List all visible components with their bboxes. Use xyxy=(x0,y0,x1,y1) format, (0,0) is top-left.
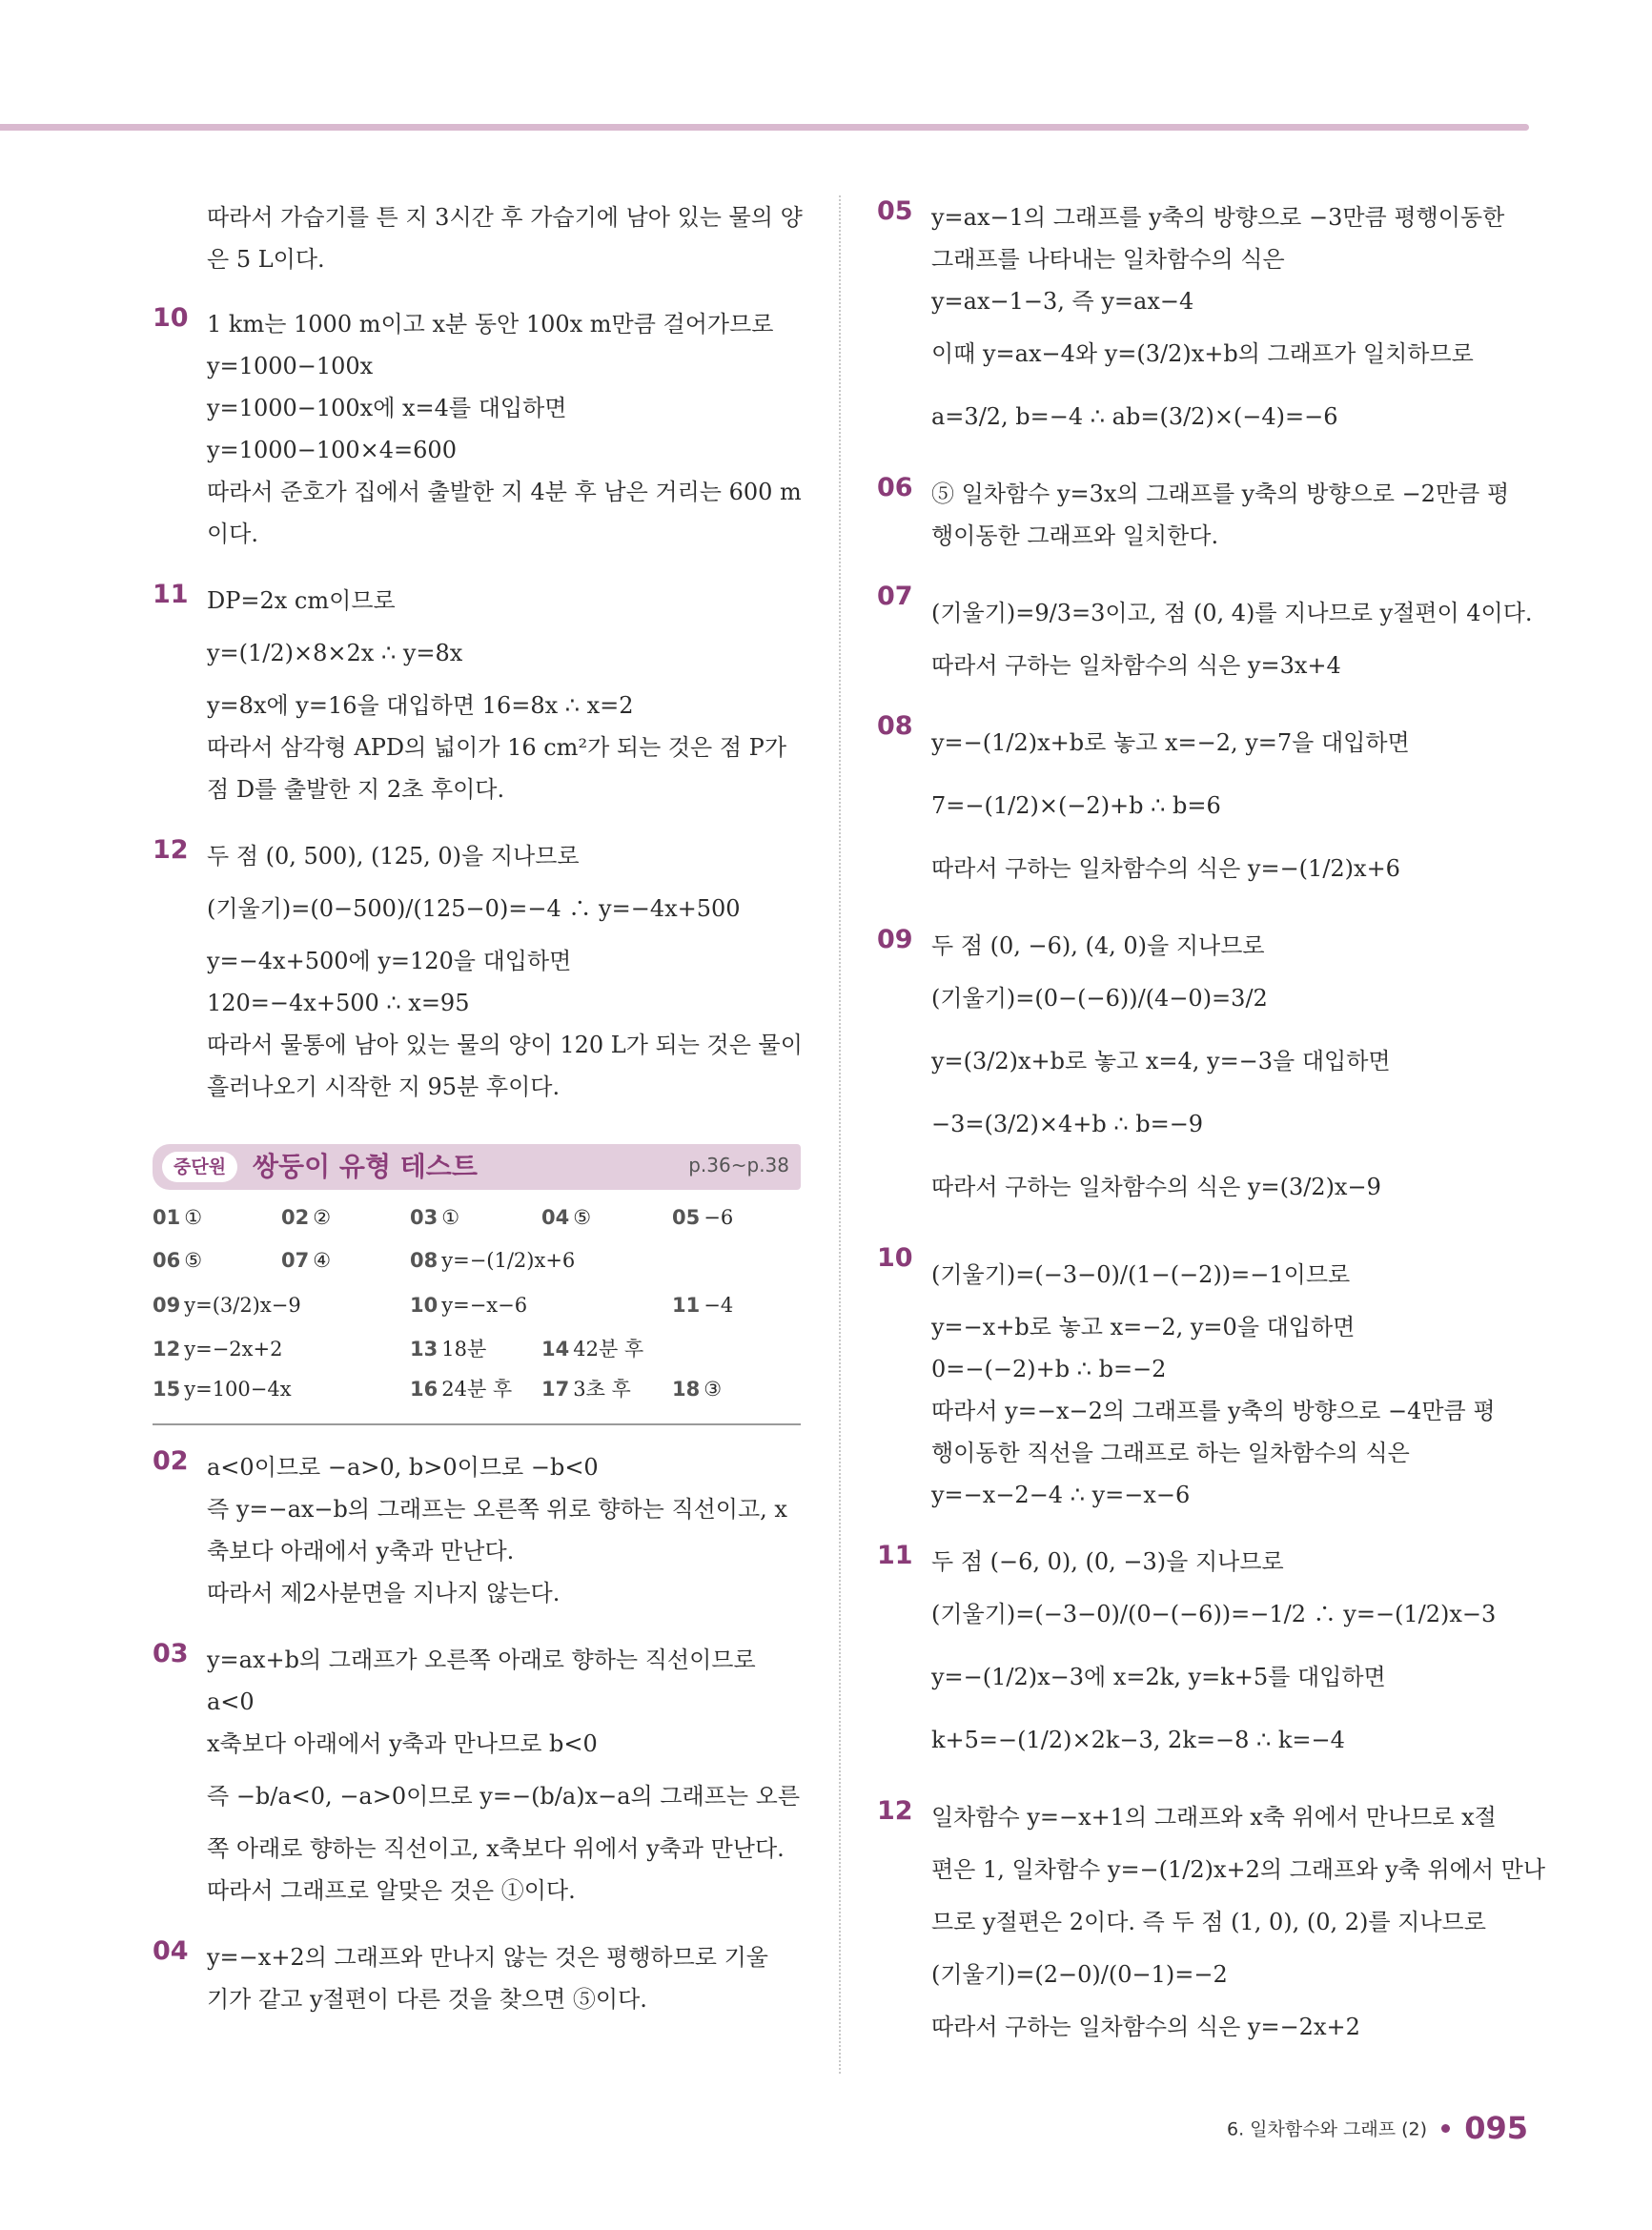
solution-08 xyxy=(877,711,1535,900)
text-line: 따라서 그래프로 알맞은 것은 ①이다. xyxy=(207,1877,576,1904)
problem-number: 10 xyxy=(877,1243,913,1273)
text-line: 행이동한 그래프와 일치한다. xyxy=(931,522,1219,549)
text-line: DP=2x cm이므로 xyxy=(207,587,396,614)
text-line: 일차함수 y=−x+1의 그래프와 x축 위에서 만나므로 x절 xyxy=(931,1804,1497,1831)
text-line: −3=(3/2)×4+b ∴ b=−9 xyxy=(931,1111,1204,1137)
chapter-title: 6. 일차함수와 그래프 (2) xyxy=(1227,2118,1428,2140)
problem-number: 11 xyxy=(153,580,189,609)
text-line: 기가 같고 y절편이 다른 것을 찾으면 ⑤이다. xyxy=(207,1986,647,2013)
solution-10 xyxy=(153,303,801,555)
right-column xyxy=(877,196,1546,2073)
answer-item: 02 ② xyxy=(281,1206,332,1229)
text-line: y=−x+b로 놓고 x=−2, y=0을 대입하면 xyxy=(931,1314,1356,1340)
answer-item: 05 −6 xyxy=(672,1206,734,1229)
answer-item: 15 y=100−4x xyxy=(153,1378,292,1401)
text-line: 축보다 아래에서 y축과 만난다. xyxy=(207,1538,515,1565)
answer-item: 12 y=−2x+2 xyxy=(153,1338,283,1361)
text-line: y=−4x+500에 y=120을 대입하면 xyxy=(207,948,572,974)
text-line: y=8x에 y=16을 대입하면 16=8x ∴ x=2 xyxy=(207,692,634,719)
text-line: 0=−(−2)+b ∴ b=−2 xyxy=(931,1356,1167,1382)
section-tag: 중단원 xyxy=(162,1152,237,1182)
text-line: 따라서 삼각형 APD의 넓이가 16 cm²가 되는 것은 점 P가 xyxy=(207,734,787,761)
left-column xyxy=(153,196,801,2045)
answer-item: 06 ⑤ xyxy=(153,1249,203,1272)
text-line: 따라서 구하는 일차함수의 식은 y=−2x+2 xyxy=(931,2014,1360,2040)
header-rule xyxy=(0,124,1529,131)
box-rule xyxy=(153,1423,801,1425)
page-footer xyxy=(1227,2110,1528,2146)
text-line: 쪽 아래로 향하는 직선이고, x축보다 위에서 y축과 만난다. xyxy=(207,1835,785,1862)
solution-04 xyxy=(153,1936,801,2020)
text-line: y=−(1/2)x−3에 x=2k, y=k+5를 대입하면 xyxy=(931,1664,1386,1690)
text-line: 흘러나오기 시작한 지 95분 후이다. xyxy=(207,1074,561,1100)
page-range: p.36~p.38 xyxy=(688,1154,789,1176)
text-line: (기울기)=(0−(−6))/(4−0)=3/2 xyxy=(931,985,1268,1012)
text-line: 점 D를 출발한 지 2초 후이다. xyxy=(207,776,505,803)
text-line: a<0이므로 −a>0, b>0이므로 −b<0 xyxy=(207,1454,599,1481)
problem-number: 04 xyxy=(153,1936,189,1966)
solution-06 xyxy=(877,473,1535,557)
solution-09 xyxy=(877,925,1535,1218)
text-line: k+5=−(1/2)×2k−3, 2k=−8 ∴ k=−4 xyxy=(931,1727,1345,1753)
text-line: 따라서 구하는 일차함수의 식은 y=3x+4 xyxy=(931,652,1341,679)
text-line: 따라서 구하는 일차함수의 식은 y=(3/2)x−9 xyxy=(931,1174,1381,1200)
text-line: 두 점 (−6, 0), (0, −3)을 지나므로 xyxy=(931,1548,1284,1575)
text-line: (기울기)=(−3−0)/(0−(−6))=−1/2 ∴ y=−(1/2)x−3 xyxy=(931,1601,1497,1627)
text-line: x축보다 아래에서 y축과 만나므로 b<0 xyxy=(207,1730,598,1757)
column-divider xyxy=(839,195,841,2074)
text-line: 120=−4x+500 ∴ x=95 xyxy=(207,990,470,1016)
continued-solution xyxy=(153,196,801,280)
solution-10-right xyxy=(877,1243,1535,1516)
solution-07 xyxy=(877,582,1535,686)
solution-11-right xyxy=(877,1541,1535,1771)
problem-number: 12 xyxy=(877,1796,913,1826)
text-line: (기울기)=9/3=3이고, 점 (0, 4)를 지나므로 y절편이 4이다. xyxy=(931,600,1533,626)
text-line: 따라서 가습기를 튼 지 3시간 후 가습기에 남아 있는 물의 양 xyxy=(207,204,803,231)
text-line: y=1000−100×4=600 xyxy=(207,437,457,463)
text-line: y=1000−100x에 x=4를 대입하면 xyxy=(207,395,567,421)
text-line: y=(3/2)x+b로 놓고 x=4, y=−3을 대입하면 xyxy=(931,1048,1391,1074)
answer-grid xyxy=(153,1203,801,1418)
answer-item: 18 ③ xyxy=(672,1378,723,1401)
answer-item: 04 ⑤ xyxy=(541,1206,592,1229)
text-line: ⑤ 일차함수 y=3x의 그래프를 y축의 방향으로 −2만큼 평 xyxy=(931,481,1510,507)
text-line: 따라서 구하는 일차함수의 식은 y=−(1/2)x+6 xyxy=(931,855,1400,882)
text-line: y=(1/2)×8×2x ∴ y=8x xyxy=(207,640,463,666)
text-line: 1 km는 1000 m이고 x분 동안 100x m만큼 걸어가므로 xyxy=(207,311,774,338)
answer-item: 10 y=−x−6 xyxy=(410,1294,528,1317)
bullet-dot-icon xyxy=(1441,2124,1450,2133)
text-line: 은 5 L이다. xyxy=(207,246,325,273)
twin-test-header xyxy=(153,1144,801,1190)
text-line: (기울기)=(−3−0)/(1−(−2))=−1이므로 xyxy=(931,1261,1351,1288)
answer-item: 16 24분 후 xyxy=(410,1378,513,1401)
text-line: y=−(1/2)x+b로 놓고 x=−2, y=7을 대입하면 xyxy=(931,729,1410,756)
answer-item: 01 ① xyxy=(153,1206,203,1229)
problem-number: 11 xyxy=(877,1541,913,1570)
solution-02 xyxy=(153,1446,801,1614)
text-line: y=ax−1−3, 즉 y=ax−4 xyxy=(931,288,1194,315)
problem-number: 03 xyxy=(153,1639,189,1668)
answer-item: 03 ① xyxy=(410,1206,460,1229)
problem-number: 09 xyxy=(877,925,913,954)
text-line: y=−x−2−4 ∴ y=−x−6 xyxy=(931,1482,1191,1508)
text-line: 따라서 제2사분면을 지나지 않는다. xyxy=(207,1580,561,1606)
text-line: 이다. xyxy=(207,521,258,547)
text-line: 편은 1, 일차함수 y=−(1/2)x+2의 그래프와 y축 위에서 만나 xyxy=(931,1856,1546,1883)
text-line: 즉 y=−ax−b의 그래프는 오른쪽 위로 향하는 직선이고, x xyxy=(207,1496,787,1523)
answer-item: 17 3초 후 xyxy=(541,1378,631,1401)
answer-item: 08 y=−(1/2)x+6 xyxy=(410,1249,576,1272)
solution-03 xyxy=(153,1639,801,1912)
answer-item: 14 42분 후 xyxy=(541,1338,644,1361)
text-line: 므로 y절편은 2이다. 즉 두 점 (1, 0), (0, 2)를 지나므로 xyxy=(931,1909,1486,1935)
twin-test-box xyxy=(153,1144,801,1425)
text-line: y=−x+2의 그래프와 만나지 않는 것은 평행하므로 기울 xyxy=(207,1944,768,1971)
text-line: 따라서 준호가 집에서 출발한 지 4분 후 남은 거리는 600 m xyxy=(207,479,802,505)
text-line: a=3/2, b=−4 ∴ ab=(3/2)×(−4)=−6 xyxy=(931,403,1338,430)
text-line: 이때 y=ax−4와 y=(3/2)x+b의 그래프가 일치하므로 xyxy=(931,340,1474,367)
problem-number: 12 xyxy=(153,835,189,865)
problem-number: 06 xyxy=(877,473,913,502)
problem-number: 08 xyxy=(877,711,913,741)
text-line: (기울기)=(0−500)/(125−0)=−4 ∴ y=−4x+500 xyxy=(207,895,741,922)
solution-11 xyxy=(153,580,801,810)
answer-item: 11 −4 xyxy=(672,1294,734,1317)
text-line: (기울기)=(2−0)/(0−1)=−2 xyxy=(931,1961,1228,1988)
text-line: 두 점 (0, 500), (125, 0)을 지나므로 xyxy=(207,843,580,869)
text-line: 그래프를 나타내는 일차함수의 식은 xyxy=(931,246,1285,273)
page-number: 095 xyxy=(1464,2110,1528,2146)
text-line: a<0 xyxy=(207,1688,255,1715)
text-line: 즉 −b/a<0, −a>0이므로 y=−(b/a)x−a의 그래프는 오른 xyxy=(207,1783,801,1810)
text-line: 따라서 물통에 남아 있는 물의 양이 120 L가 되는 것은 물이 xyxy=(207,1032,803,1058)
text-line: 두 점 (0, −6), (4, 0)을 지나므로 xyxy=(931,932,1265,959)
text-line: 따라서 y=−x−2의 그래프를 y축의 방향으로 −4만큼 평 xyxy=(931,1398,1496,1424)
text-line: 7=−(1/2)×(−2)+b ∴ b=6 xyxy=(931,792,1221,819)
problem-number: 10 xyxy=(153,303,189,333)
answer-item: 13 18분 xyxy=(410,1338,487,1361)
text-line: 행이동한 직선을 그래프로 하는 일차함수의 식은 xyxy=(931,1440,1410,1466)
section-title: 쌍둥이 유형 테스트 xyxy=(253,1151,478,1182)
problem-number: 02 xyxy=(153,1446,189,1476)
problem-number: 07 xyxy=(877,582,913,611)
text-line: y=1000−100x xyxy=(207,353,374,379)
answer-item: 07 ④ xyxy=(281,1249,332,1272)
text-line: y=ax+b의 그래프가 오른쪽 아래로 향하는 직선이므로 xyxy=(207,1647,756,1673)
solution-12 xyxy=(153,835,801,1108)
problem-number: 05 xyxy=(877,196,913,226)
solution-05 xyxy=(877,196,1535,448)
answer-item: 09 y=(3/2)x−9 xyxy=(153,1294,301,1317)
solution-12-right xyxy=(877,1796,1546,2048)
text-line: y=ax−1의 그래프를 y축의 방향으로 −3만큼 평행이동한 xyxy=(931,204,1505,231)
